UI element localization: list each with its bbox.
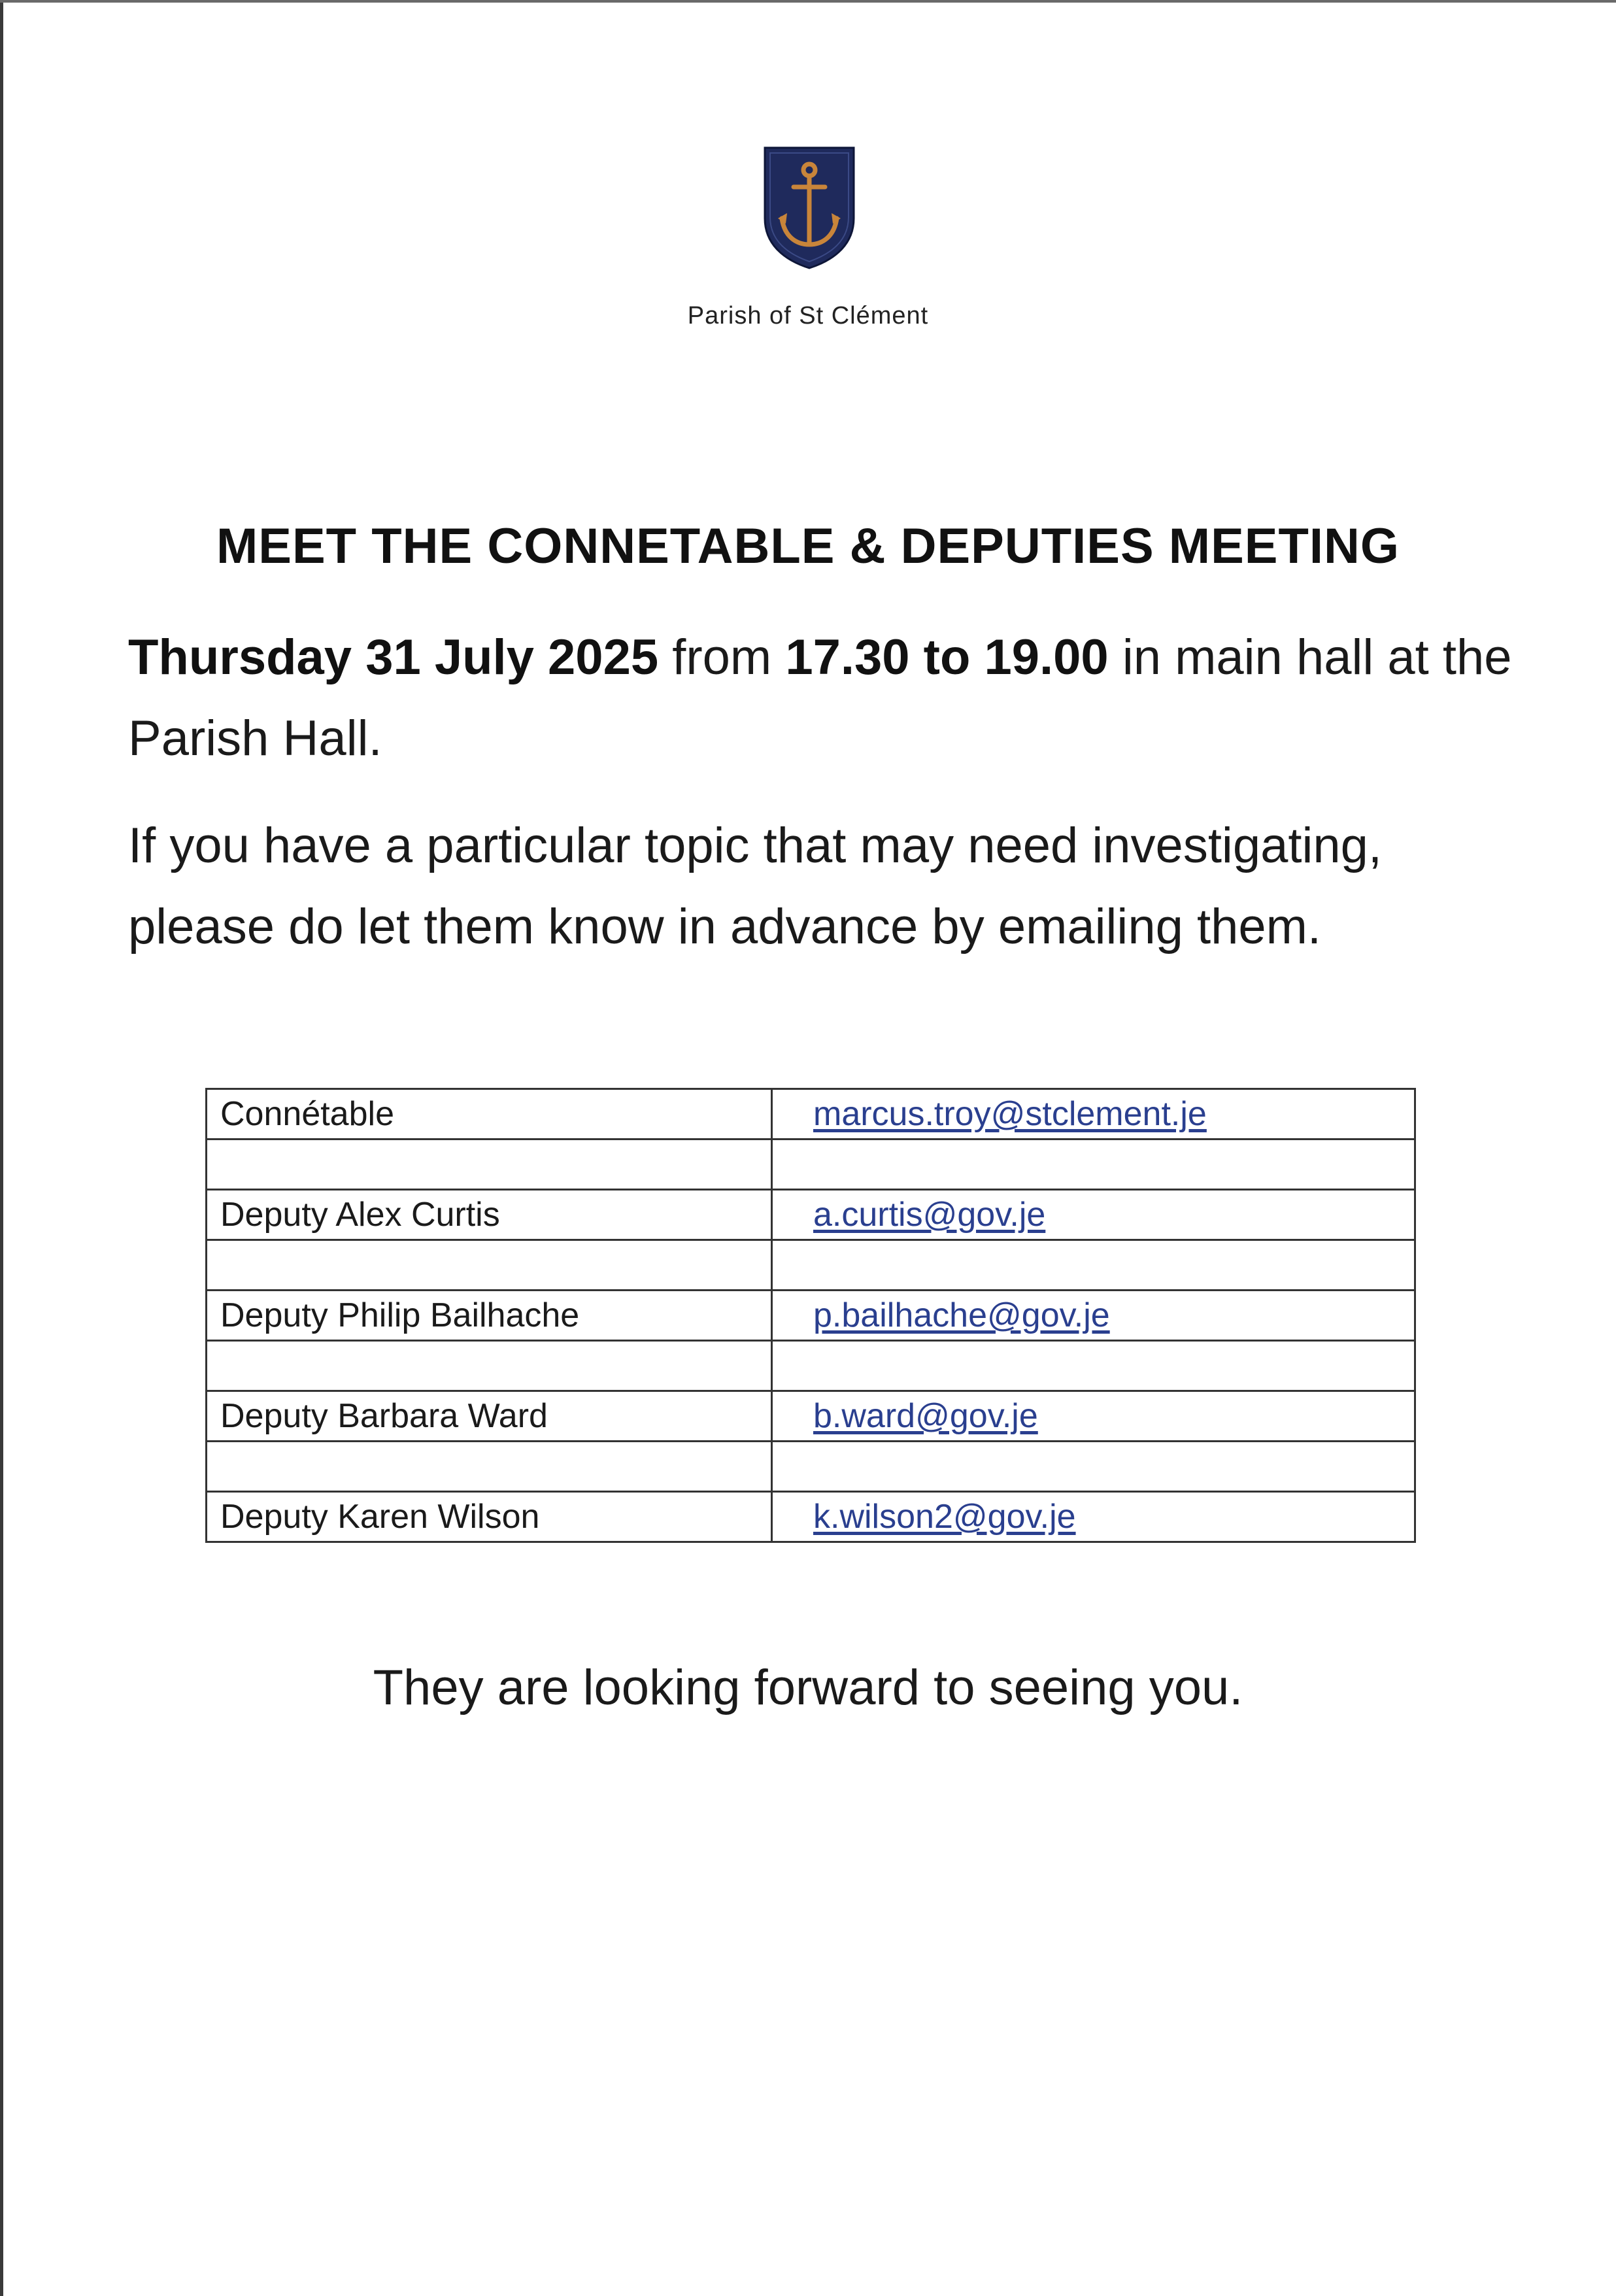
contact-role: Connétable bbox=[207, 1089, 772, 1140]
contact-email-link[interactable]: marcus.troy@stclement.je bbox=[813, 1095, 1207, 1133]
contacts-table bbox=[205, 1088, 1416, 1543]
contact-role: Deputy Philip Bailhache bbox=[207, 1291, 772, 1341]
meeting-location: in main hall at the Parish Hall. bbox=[128, 630, 1512, 766]
contact-email-link[interactable]: a.curtis@gov.je bbox=[813, 1196, 1046, 1234]
contact-email-link[interactable]: p.bailhache@gov.je bbox=[813, 1296, 1110, 1334]
table-row-spacer bbox=[207, 1240, 1415, 1291]
table-row bbox=[207, 1291, 1415, 1341]
scan-edge-left bbox=[0, 0, 3, 2296]
meeting-details bbox=[128, 617, 1514, 779]
request-text: If you have a particular topic that may need investigating, please do let them know in advance by emailing them. bbox=[128, 818, 1382, 954]
table-row bbox=[207, 1089, 1415, 1140]
table-row-spacer bbox=[207, 1140, 1415, 1190]
meeting-time: 17.30 to 19.00 bbox=[785, 630, 1109, 685]
table-row bbox=[207, 1391, 1415, 1442]
table-row bbox=[207, 1492, 1415, 1542]
contact-role: Deputy Karen Wilson bbox=[207, 1492, 772, 1542]
table-row-spacer bbox=[207, 1341, 1415, 1391]
meeting-date: Thursday 31 July 2025 bbox=[128, 630, 659, 685]
contact-email-link[interactable]: b.ward@gov.je bbox=[813, 1397, 1038, 1435]
contact-email-link[interactable]: k.wilson2@gov.je bbox=[813, 1498, 1076, 1536]
meeting-from: from bbox=[672, 630, 772, 685]
table-row bbox=[207, 1190, 1415, 1240]
contact-role: Deputy Barbara Ward bbox=[207, 1391, 772, 1442]
page-title: MEET THE CONNETABLE & DEPUTIES MEETING bbox=[216, 518, 1400, 574]
closing-text: They are looking forward to seeing you. bbox=[373, 1660, 1243, 1715]
parish-name: Parish of St Clément bbox=[687, 302, 929, 329]
contact-role: Deputy Alex Curtis bbox=[207, 1190, 772, 1240]
anchor-shield-icon bbox=[762, 145, 856, 269]
table-row-spacer bbox=[207, 1442, 1415, 1492]
scan-edge-top bbox=[0, 0, 1616, 3]
